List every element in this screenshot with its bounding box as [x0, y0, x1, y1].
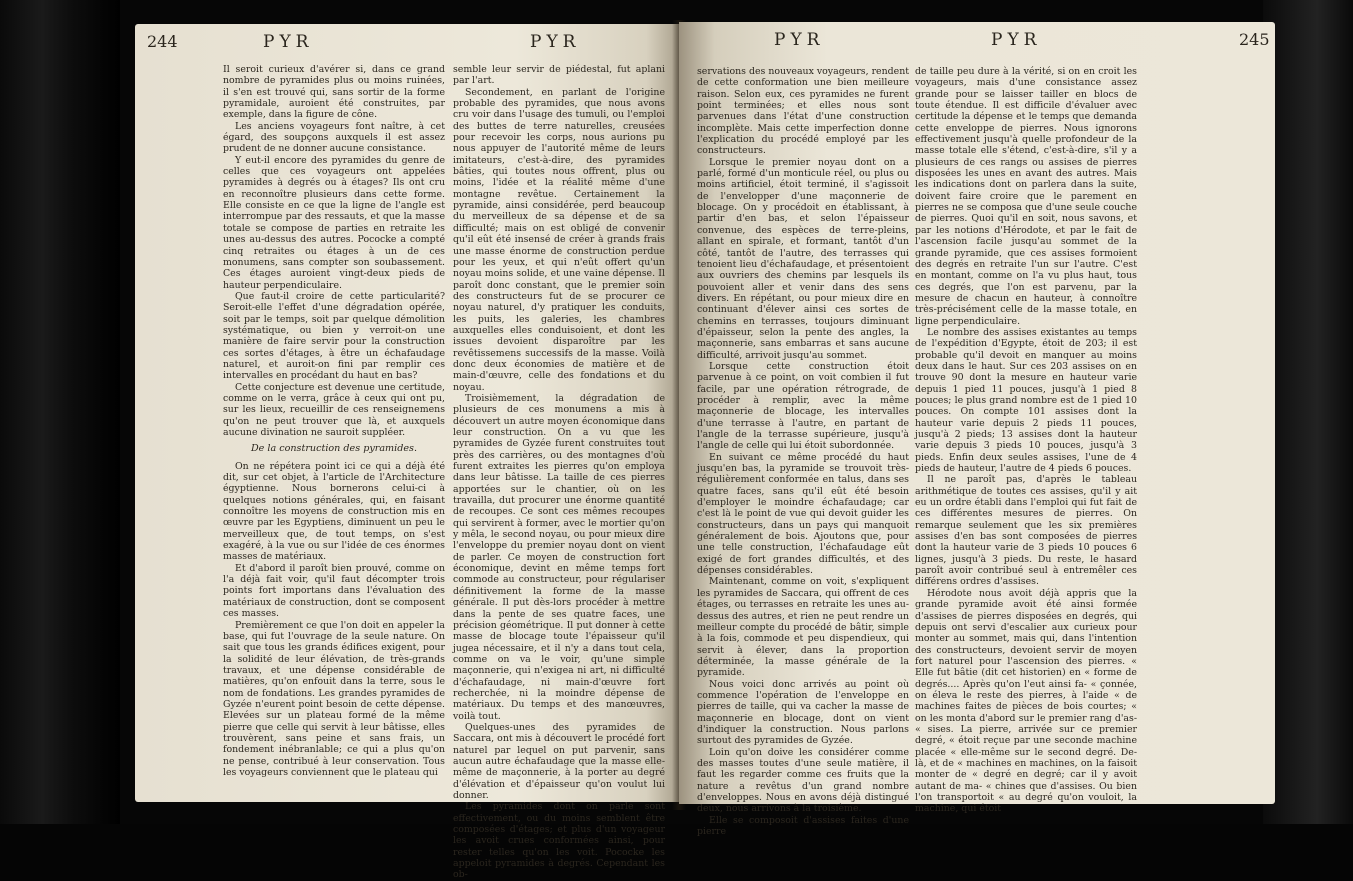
paragraph: Nous voici donc arrivés au point où commence l'opération de l'enveloppe en pierres de taille, qui va cacher la masse de maçonnerie en blocage, dont on vient d'indiquer la construction. Nous parlons surtout des pyramides de Gyzée.	[697, 678, 909, 747]
paragraph: servations des nouveaux voyageurs, rendent de cette conformation une bien meilleure raison. Selon eux, ces pyramides ne furent point terminées; et elles nous sont parvenues dans l'état d'une construction incomplète. Mais cette imperfection donne l'explication du procédé employé par les constructeurs.	[697, 66, 909, 157]
right-running-head-2: PYR	[991, 30, 1042, 50]
left-running-head-2: PYR	[530, 32, 581, 52]
right-column-1	[697, 66, 909, 837]
paragraph: de taille peu dure à la vérité, si on en croit les voyageurs, mais d'une consistance assez grande pour se laisser tailler en blocs de toute étendue. Il est difficile d'évaluer avec certitude la dépense et le temps que demanda cette enveloppe de pierres. Nous ignorons effectivement jusqu'à quelle profondeur de la masse totale elle s'étend, c'est-à-dire, s'il y a plusieurs de ces rangs ou assises de pierres disposées les unes en avant des autres. Mais les indications dont on parlera dans la suite, doivent faire croire que le parement en pierres ne se composa que d'une seule couche de pierres. Quoi qu'il en soit, nous savons, et par les notions d'Hérodote, et par le fait de l'ascension facile jusqu'au sommet de la grande pyramide, que ces assises formoient des degrés en retraite l'un sur l'autre. C'est en montant, comme on l'a vu plus haut, tous ces degrés, que l'on est parvenu, par la mesure de chacun en hauteur, à connoître très-précisément celle de la masse totale, en ligne perpendiculaire.	[915, 66, 1137, 327]
paragraph: Maintenant, comme on voit, s'expliquent les pyramides de Saccara, qui offrent de ces étages, ou terrasses en retraite les unes au-dessus des autres, et rien ne peut rendre un meilleur compte du procédé de bâtir, simple à la fois, commode et peu dispendieux, qui servit à élever, dans la proportion déterminée, la masse générale de la pyramide.	[697, 576, 909, 679]
paragraph: Y eut-il encore des pyramides du genre de celles que ces voyageurs ont appelées pyramides à degrés ou à étages? Ils ont cru en reconnoître plusieurs dans cette forme. Elle consiste en ce que la ligne de l'angle est interrompue par des ressauts, et que la masse totale se compose de parties en retraite les unes au-dessus des autres. Pococke a compté cinq retraites ou étages à un de ces monumens, sans compter son soubassement. Ces étages auroient vingt-deux pieds de hauteur perpendiculaire.	[223, 154, 445, 291]
paragraph: Il ne paroît pas, d'après le tableau arithmétique de toutes ces assises, qu'il y ait eu un ordre établi dans l'emploi qui fut fait de ces différentes mesures de pierres. On remarque seulement que les six premières assises d'en bas sont composées de pierres dont la hauteur varie de 3 pieds 10 pouces 6 lignes, jusqu'à 3 pieds. Du reste, le hasard paroît avoir contribué seul à entremêler ces différens ordres d'assises.	[915, 474, 1137, 588]
book-edge-right	[1263, 0, 1353, 824]
paragraph: Troisièmement, la dégradation de plusieurs de ces monumens a mis à découvert un autre moyen économique dans leur construction. On a vu que les pyramides de Gyzée furent construites tout près des carrières, ou des montagnes d'où furent extraites les pierres qu'on employa dans leur bâtisse. La taille de ces pierres apportées sur le chantier, où on les travailla, dut procurer une énorme quantité de recoupes. Ce sont ces mêmes recoupes qui servirent à former, avec le mortier qu'on y mêla, le second noyau, ou pour mieux dire l'enveloppe du premier noyau dont on vient de parler. Ce moyen de construction fort économique, devint en même temps fort commode au constructeur, pour régulariser définitivement la forme de la masse générale. Il put dès-lors procéder à mettre dans la pente de ses quatre faces, une précision géométrique. Il put donner à cette masse de blocage toute l'épaisseur qu'il jugea nécessaire, et il n'y a dans tout cela, comme on va le voir, qu'une simple maçonnerie, qui n'exigea ni art, ni difficulté d'échafaudage, ni main-d'œuvre fort recherchée, ni la moindre dépense de matériaux. Du temps et des manœuvres, voilà tout.	[453, 392, 665, 722]
paragraph: Loin qu'on doive les considérer comme des masses toutes d'une seule matière, il faut les regarder comme ces fruits que la nature a revêtus d'un grand nombre d'enveloppes. Nous en avons déjà distingué deux, nous arrivons à la troisième.	[697, 746, 909, 815]
book-edge-left	[0, 0, 120, 824]
left-column-2	[453, 64, 665, 881]
left-page	[135, 24, 679, 881]
left-running-head-1: PYR	[263, 32, 314, 52]
paragraph: Il seroit curieux d'avérer si, dans ce grand nombre de pyramides plus ou moins ruinées, il s'en est trouvé qui, sans sortir de la forme pyramidale, auroient été construites, par exemple, dans la figure de cône.	[223, 64, 445, 121]
paragraph: Les anciens voyageurs font naître, à cet égard, des soupçons auxquels il est assez prudent de ne donner aucune consistance.	[223, 120, 445, 155]
paragraph: semble leur servir de piédestal, fut aplani par l'art.	[453, 64, 665, 87]
paragraph: Secondement, en parlant de l'origine probable des pyramides, que nous avons cru voir dans l'usage des tumuli, ou l'emploi des buttes de terre naturelles, creusées pour recevoir les corps, nous aurions pu nous appuyer de l'autorité même de leurs imitateurs, c'est-à-dire, des pyramides bâties, qui toutes nous offrent, plus ou moins, l'idée et la réalité même d'une montagne revêtue. Certainement la pyramide, ainsi considérée, perd beaucoup du merveilleux de sa dépense et de sa difficulté; mais on est obligé de convenir qu'il eût été insensé de créer à grands frais une masse énorme de construction perdue pour les yeux, et qui n'eût offert qu'un noyau moins solide, et une vaine dépense. Il paroît donc constant, que le premier soin des constructeurs fut de se procurer ce noyau naturel, d'y pratiquer les conduits, les puits, les galeries, les chambres auxquelles elles conduisoient, et dont les issues devoient disparoître par les revêtissemens successifs de la masse. Voilà donc deux économies de matière et de main-d'œuvre, celle des fondations et du noyau.	[453, 86, 665, 393]
paragraph: Hérodote nous avoit déjà appris que la grande pyramide avoit été ainsi formée d'assises de pierres disposées en degrés, qui depuis ont servi d'escalier aux curieux pour monter au sommet, mais qui, dans l'intention des constructeurs, devoient servir de moyen fort naturel pour l'ascension des pierres. « Elle fut bâtie (dit cet historien) en « forme de degrés.... Après qu'on l'eut ainsi fa- « çonnée, on éleva le reste des pierres, à l'aide « de machines faites de pièces de bois courtes; « on les monta d'abord sur le premier rang d'as- « sises. La pierre, arrivée sur ce premier degré, « étoit reçue par une seconde machine placée « elle-même sur le second degré. De-là, et de « machines en machines, on la faisoit monter de « degré en degré; car il y avoit autant de ma- « chines que d'assises. Ou bien l'on transportoit « au degré qu'on vouloit, la machine, qui étoit	[915, 587, 1137, 815]
section-heading: De la construction des pyramides.	[250, 443, 418, 455]
paragraph: Que faut-il croire de cette particularité? Seroit-elle l'effet d'une dégradation opérée, soit par le temps, soit par quelque démolition systématique, ou bien y verroit-on une manière de faire servir pour la construction ces sortes d'étages, à être un échafaudage naturel, et auroit-on fini par remplir ces intervalles en procédant du haut en bas?	[223, 290, 445, 382]
paragraph: Lorsque le premier noyau dont on a parlé, formé d'un monticule réel, ou plus ou moins artificiel, étoit terminé, il s'agissoit de l'envelopper d'une maçonnerie de blocage. On y procédoit en établissant, à partir d'en bas, et selon l'épaisseur convenue, des espèces de terre-pleins, allant en spirale, et formant, tantôt d'un côté, tantôt de l'autre, des terrasses qui tenoient lieu d'échafaudage, et présentoient aux ouvriers des chemins par lesquels ils pouvoient aller et venir dans des sens divers. En répétant, ou pour mieux dire en continuant d'élever ainsi ces sortes de chemins en terrasses, toujours diminuant d'épaisseur, selon la pente des angles, la maçonnerie, sans embarras et sans aucune difficulté, arrivoit jusqu'au sommet.	[697, 156, 909, 361]
paragraph: Premièrement ce que l'on doit en appeler la base, qui fut l'ouvrage de la seule nature. On sait que tous les grands édifices exigent, pour la solidité de leur élévation, de très-grands travaux, et une dépense considérable de matières, qu'on enfouit dans la terre, sous le nom de fondations. Les grandes pyramides de Gyzée n'eurent point besoin de cette dépense. Elevées sur un plateau formé de la même pierre que celle qui servit à leur bâtisse, elles trouvèrent, sans peine et sans frais, un fondement inébranlable; ce qui a plus qu'on ne pense, contribué à leur conservation. Tous les voyageurs conviennent que le plateau qui	[223, 619, 445, 778]
paragraph: On ne répétera point ici ce qui a déjà été dit, sur cet objet, à l'article de l'Architecture égyptienne. Nous bornerons celui-ci à quelques notions générales, qui, en faisant connoître les moyens de construction mis en œuvre par les Egyptiens, diminuent un peu le merveilleux que, de tout temps, on s'est exagéré, à la vue ou sur l'idée de ces énormes masses de matériaux.	[223, 460, 445, 563]
paragraph: Et d'abord il paroît bien prouvé, comme on l'a déjà fait voir, qu'il faut décompter trois points fort importans dans l'évaluation des matériaux de construction, dont se composent ces masses.	[223, 562, 445, 620]
paragraph: Elle se composoit d'assises faites d'une pierre	[697, 814, 909, 838]
paragraph: Lorsque cette construction étoit parvenue à ce point, on voit combien il fut facile, par une opération rétrograde, de procéder à remplir, avec la même maçonnerie de blocage, les intervalles d'une terrasse à l'autre, en partant de l'angle de la terrasse supérieure, jusqu'à l'angle de celle qui lui étoit subordonnée.	[697, 360, 909, 452]
paragraph: Les pyramides dont on parle sont effectivement, ou du moins semblent être composées d'étages; et plus d'un voyageur les avoit crues conformées ainsi, pour rester telles qu'on les voit. Pococke les appeloit pyramides à degrés. Cependant les ob-	[453, 801, 665, 881]
paragraph: Cette conjecture est devenue une certitude, comme on le verra, grâce à ceux qui ont pu, sur les lieux, recueillir de ces renseignemens qu'on ne peut trouver que là, et auxquels aucune divination ne sauroit suppléer.	[223, 381, 445, 438]
paragraph: Le nombre des assises existantes au temps de l'expédition d'Egypte, étoit de 203; il est probable qu'il devoit en manquer au moins deux dans le haut. Sur ces 203 assises on en trouve 90 dont la mesure en hauteur varie depuis 1 pied 11 pouces, jusqu'à 1 pied 8 pouces; le plus grand nombre est de 1 pied 10 pouces. On compte 101 assises dont la hauteur varie depuis 2 pieds 11 pouces, jusqu'à 2 pieds; 13 assises dont la hauteur varie depuis 3 pieds 10 pouces, jusqu'à 3 pieds. Enfin deux seules assises, l'une de 4 pieds de hauteur, l'autre de 4 pieds 6 pouces.	[915, 326, 1137, 475]
right-running-head-1: PYR	[774, 30, 825, 50]
right-page-number: 245	[1239, 30, 1270, 49]
paragraph: Quelques-unes des pyramides de Saccara, ont mis à découvert le procédé fort naturel par lequel on put parvenir, sans aucun autre échafaudage que la masse elle-même de maçonnerie, à la porter au degré d'élévation et d'épaisseur qu'on voulut lui donner.	[453, 721, 665, 801]
left-page-number: 244	[147, 32, 178, 51]
right-page	[679, 22, 1275, 838]
right-column-2	[915, 66, 1137, 815]
paragraph: En suivant ce même procédé du haut jusqu'en bas, la pyramide se trouvoit très-régulièrement conformée en talus, dans ses quatre faces, sans qu'il eût été besoin d'employer le moindre échafaudage; car c'est là le point de vue qui devoit guider les constructeurs, dans un pays qui manquoit généralement de bois. Ajoutons que, pour une telle construction, l'échafaudage eût exigé de fort grandes difficultés, et des dépenses considérables.	[697, 451, 909, 577]
left-column-1	[223, 64, 445, 778]
